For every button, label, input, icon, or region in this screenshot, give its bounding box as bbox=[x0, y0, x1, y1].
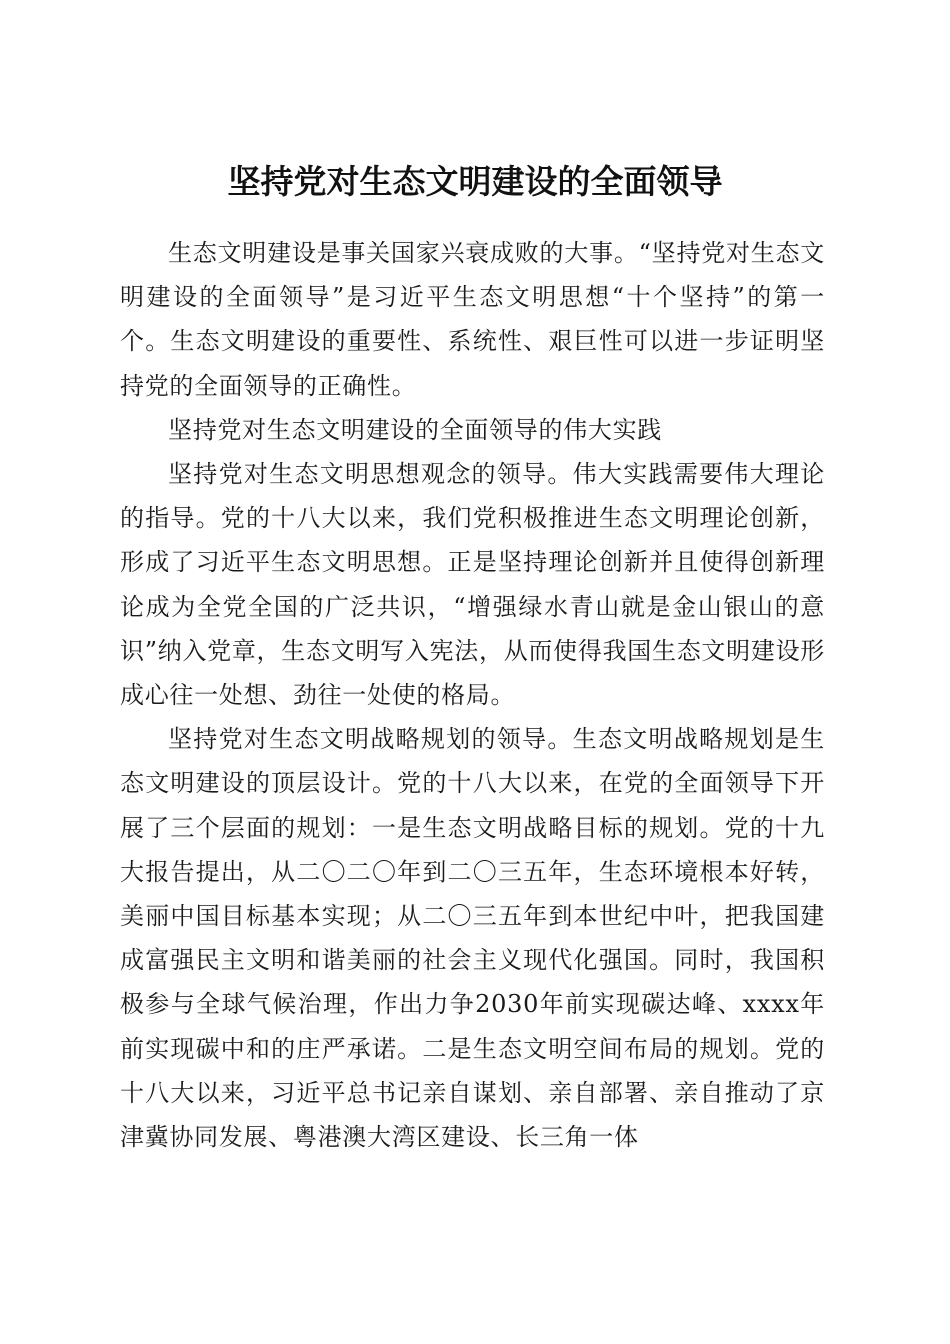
paragraph-thought-leadership: 坚持党对生态文明思想观念的领导。伟大实践需要伟大理论的指导。党的十八大以来，我们党积极推进生态文明理论创新，形成了习近平生态文明思想。正是坚持理论创新并且使得创新理论成为全党全国的广泛共识，“增强绿水青山就是金山银山的意识”纳入党章，生态文明写入宪法，从而使得我国生态文明建设形成心往一处想、劲往一处使的格局。 bbox=[120, 460, 825, 710]
document-title: 坚持党对生态文明建设的全面领导 bbox=[227, 162, 723, 202]
paragraph-intro: 生态文明建设是事关国家兴衰成败的大事。“坚持党对生态文明建设的全面领导”是习近平生态文明思想“十个坚持”的第一个。生态文明建设的重要性、系统性、艰巨性可以进一步证明坚持党的全面领导的正确性。 bbox=[120, 239, 825, 400]
paragraph-section-heading: 坚持党对生态文明建设的全面领导的伟大实践 bbox=[168, 415, 662, 444]
paragraph-strategic-planning: 坚持党对生态文明战略规划的领导。生态文明战略规划是生态文明建设的顶层设计。党的十八大以来，在党的全面领导下开展了三个层面的规划：一是生态文明战略目标的规划。党的十九大报告提出，从二〇二〇年到二〇三五年，生态环境根本好转，美丽中国目标基本实现；从二〇三五年到本世纪中叶，把我国建成富强民主文明和谐美丽的社会主义现代化强国。同时，我国积极参与全球气候治理，作出力争2030年前实现碳达峰、xxxx年前实现碳中和的庄严承诺。二是生态文明空间布局的规划。党的十八大以来，习近平总书记亲自谋划、亲自部署、亲自推动了京津冀协同发展、粤港澳大湾区建设、长三角一体 bbox=[120, 725, 825, 1152]
document-body bbox=[120, 231, 825, 1159]
